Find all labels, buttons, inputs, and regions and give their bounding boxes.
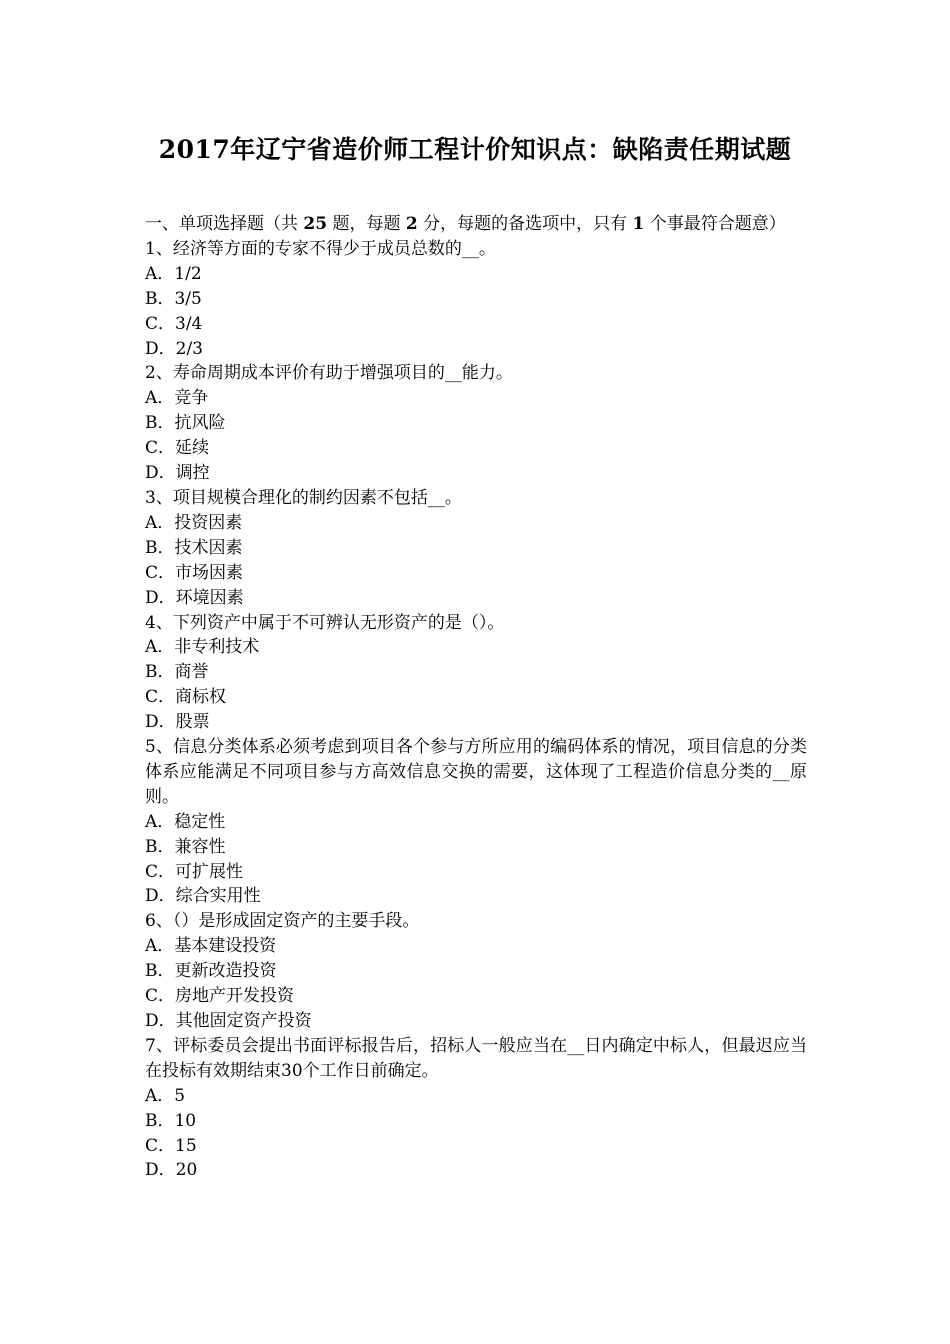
section-points: 2: [405, 214, 418, 234]
question-option: D．20: [145, 1160, 198, 1181]
question-stem: 7、评标委员会提出书面评标报告后，招标人一般应当在__日内确定中标人，但最迟应当在投标有效期结束30个工作日前确定。: [145, 1035, 807, 1081]
question-option: C．房地产开发投资: [145, 986, 295, 1007]
section-mid-1: 题，每题: [332, 214, 401, 234]
question-option: A．5: [145, 1085, 186, 1106]
question-stem: 3、项目规模合理化的制约因素不包括__。: [145, 487, 462, 508]
question-stem: 6、（）是形成固定资产的主要手段。: [145, 911, 420, 932]
question-option: A．竞争: [145, 388, 209, 409]
question-option: A．非专利技术: [145, 637, 260, 658]
question-option: C．可扩展性: [145, 861, 244, 882]
question-option: B．技术因素: [145, 537, 243, 558]
question-stem: 1、经济等方面的专家不得少于成员总数的__。: [145, 238, 496, 259]
question-option: B．抗风险: [145, 413, 226, 434]
document-body: [145, 212, 807, 1183]
question-option: A．1/2: [145, 263, 202, 284]
section-prefix: 一、单项选择题（共: [145, 214, 298, 234]
question-option: D．其他固定资产投资: [145, 1011, 312, 1031]
question-option: C．商标权: [145, 687, 227, 708]
question-option: A．投资因素: [145, 512, 243, 533]
question-option: D．环境因素: [145, 587, 244, 608]
question-stem: 2、寿命周期成本评价有助于增强项目的__能力。: [145, 363, 513, 384]
section-one: 1: [632, 214, 645, 234]
question-stem: 4、下列资产中属于不可辨认无形资产的是（）。: [145, 612, 505, 633]
question-option: D．调控: [145, 463, 210, 484]
question-option: C．15: [145, 1135, 197, 1156]
question-option: B．商誉: [145, 662, 209, 683]
question-option: D．综合实用性: [145, 886, 261, 907]
document-title: 2017年辽宁省造价师工程计价知识点：缺陷责任期试题: [158, 135, 792, 164]
question-option: C．3/4: [145, 313, 203, 334]
question-option: D．2/3: [145, 338, 203, 359]
section-question-count: 25: [303, 214, 328, 234]
question-option: C．市场因素: [145, 562, 244, 583]
question-option: B．兼容性: [145, 836, 226, 857]
question-option: D．股票: [145, 712, 210, 733]
question-option: C．延续: [145, 438, 210, 459]
question-option: B．更新改造投资: [145, 961, 277, 982]
section-mid-2: 分，每题的备选项中，只有: [423, 214, 628, 234]
question-option: B．10: [145, 1110, 197, 1131]
question-option: A．基本建设投资: [145, 936, 277, 957]
question-option: A．稳定性: [145, 811, 226, 832]
section-suffix: 个事最符合题意）: [649, 214, 786, 234]
question-stem: 5、信息分类体系必须考虑到项目各个参与方所应用的编码体系的情况，项目信息的分类体系应能满足不同项目参与方高效信息交换的需要，这体现了工程造价信息分类的__原则。: [145, 737, 807, 807]
question-option: B．3/5: [145, 288, 202, 309]
section-heading: [145, 212, 807, 237]
